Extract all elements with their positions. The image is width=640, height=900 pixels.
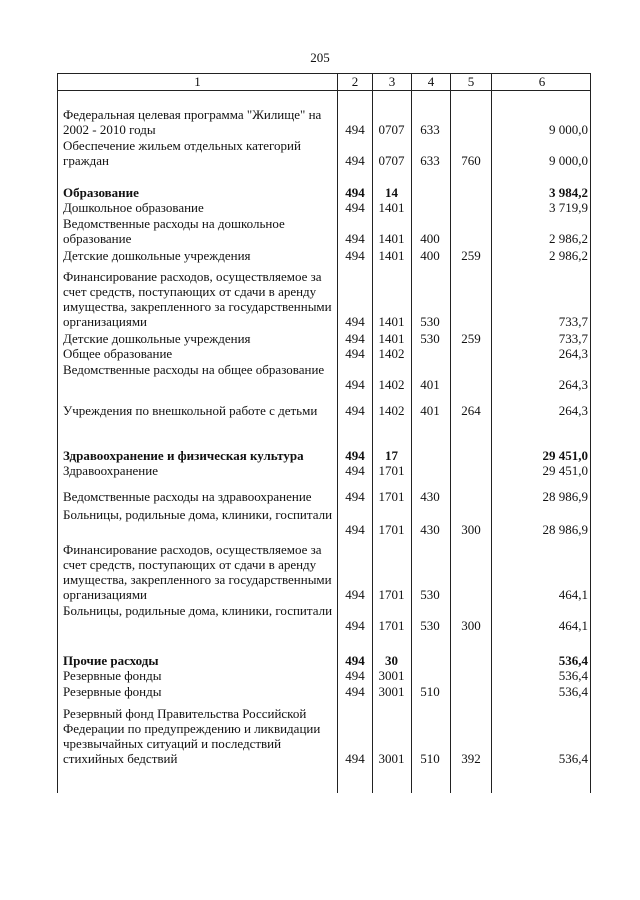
- table-row: [58, 185, 590, 200]
- column-header-6: 6: [538, 74, 546, 89]
- row-name: Резервные фонды: [63, 684, 162, 699]
- cell-col-6: 536,4: [558, 668, 588, 683]
- column-header-5: 5: [467, 74, 475, 89]
- cell-col-3: 1701: [378, 463, 405, 478]
- cell-col-3: 1401: [378, 314, 405, 329]
- column-header-3: 3: [388, 74, 396, 89]
- cell-col-3: 14: [385, 185, 398, 200]
- table-row: [58, 448, 590, 463]
- cell-col-2: 494: [345, 248, 365, 263]
- cell-col-4: 400: [420, 248, 440, 263]
- cell-col-6: 536,4: [558, 751, 588, 766]
- cell-col-2: 494: [345, 314, 365, 329]
- cell-col-6: 29 451,0: [542, 463, 588, 478]
- cell-col-3: 3001: [378, 668, 405, 683]
- cell-col-4: 401: [420, 403, 440, 418]
- cell-col-4: 401: [420, 377, 440, 392]
- cell-col-5: 300: [461, 522, 481, 537]
- column-header-1: 1: [194, 74, 201, 89]
- table-row: [58, 706, 590, 766]
- cell-col-4: 530: [420, 331, 440, 346]
- cell-col-3: 1402: [378, 403, 405, 418]
- cell-col-5: 259: [461, 248, 481, 263]
- cell-col-3: 1401: [378, 200, 405, 215]
- cell-col-3: 30: [385, 653, 398, 668]
- page-number: 205: [310, 50, 330, 65]
- cell-col-2: 494: [345, 331, 365, 346]
- row-name: Больницы, родильные дома, клиники, госпитали: [63, 603, 333, 618]
- cell-col-2: 494: [345, 231, 365, 246]
- cell-col-6: 3 719,9: [549, 200, 588, 215]
- cell-col-2: 494: [345, 668, 365, 683]
- cell-col-2: 494: [345, 618, 365, 633]
- cell-col-2: 494: [345, 684, 365, 699]
- cell-col-4: 530: [420, 314, 440, 329]
- cell-col-3: 1701: [378, 587, 405, 602]
- cell-col-2: 494: [345, 751, 365, 766]
- cell-col-6: 464,1: [558, 587, 588, 602]
- cell-col-3: 1701: [378, 522, 405, 537]
- table-row: [58, 269, 590, 329]
- table-row: [58, 542, 590, 602]
- cell-col-4: 510: [420, 684, 440, 699]
- cell-col-2: 494: [345, 587, 365, 602]
- cell-col-3: 1701: [378, 618, 405, 633]
- row-name: Финансирование расходов, осуществляемое за счет средств, поступающих от сдачи в аренду имущества, закрепленного за государственными организациями: [63, 269, 332, 329]
- table-row: [58, 216, 590, 246]
- row-name: Детские дошкольные учреждения: [63, 248, 251, 263]
- cell-col-2: 494: [345, 122, 365, 137]
- cell-col-2: 494: [345, 448, 365, 463]
- cell-col-2: 494: [345, 377, 365, 392]
- row-name: Детские дошкольные учреждения: [63, 331, 251, 346]
- cell-col-2: 494: [345, 489, 365, 504]
- cell-col-5: 300: [461, 618, 481, 633]
- cell-col-6: 2 986,2: [549, 248, 588, 263]
- row-name: Образование: [63, 185, 139, 200]
- cell-col-4: 633: [420, 153, 440, 168]
- table-row: [58, 107, 590, 137]
- budget-table: [57, 73, 591, 793]
- cell-col-3: 17: [385, 448, 398, 463]
- cell-col-6: 264,3: [558, 377, 588, 392]
- cell-col-2: 494: [345, 346, 365, 361]
- cell-col-2: 494: [345, 653, 365, 668]
- cell-col-4: 530: [420, 587, 440, 602]
- cell-col-6: 733,7: [558, 314, 588, 329]
- table-row: [58, 248, 590, 263]
- table-row: [58, 489, 590, 504]
- cell-col-3: 0707: [378, 122, 405, 137]
- row-name: Обеспечение жильем отдельных категорий граждан: [63, 138, 301, 168]
- cell-col-3: 3001: [378, 684, 405, 699]
- row-name: Больницы, родильные дома, клиники, госпитали: [63, 507, 333, 522]
- table-row: [58, 684, 590, 699]
- cell-col-2: 494: [345, 463, 365, 478]
- cell-col-6: 29 451,0: [542, 448, 588, 463]
- cell-col-4: 430: [420, 522, 440, 537]
- row-name: Резервные фонды: [63, 668, 162, 683]
- table-row: [58, 668, 590, 683]
- cell-col-4: 400: [420, 231, 440, 246]
- table-header: [58, 74, 590, 91]
- table-row: [58, 403, 590, 418]
- cell-col-6: 536,4: [558, 684, 588, 699]
- row-name: Федеральная целевая программа "Жилище" на 2002 - 2010 годы: [63, 107, 322, 137]
- cell-col-3: 1701: [378, 489, 405, 504]
- cell-col-3: 1402: [378, 377, 405, 392]
- table-row: [58, 138, 590, 168]
- cell-col-6: 9 000,0: [549, 122, 588, 137]
- row-name: Ведомственные расходы на общее образование: [63, 362, 325, 377]
- cell-col-2: 494: [345, 153, 365, 168]
- row-name: Общее образование: [63, 346, 173, 361]
- cell-col-5: 760: [461, 153, 481, 168]
- cell-col-2: 494: [345, 403, 365, 418]
- cell-col-2: 494: [345, 185, 365, 200]
- cell-col-3: 1401: [378, 248, 405, 263]
- table-row: [58, 346, 590, 361]
- row-name: Ведомственные расходы на дошкольное образование: [63, 216, 285, 246]
- cell-col-6: 28 986,9: [542, 522, 588, 537]
- cell-col-4: 633: [420, 122, 440, 137]
- cell-col-6: 28 986,9: [542, 489, 588, 504]
- cell-col-5: 392: [461, 751, 481, 766]
- table-row: [58, 653, 590, 668]
- row-name: Финансирование расходов, осуществляемое за счет средств, поступающих от сдачи в аренду имущества, закрепленного за государственными организациями: [63, 542, 332, 602]
- cell-col-6: 464,1: [558, 618, 588, 633]
- row-name: Резервный фонд Правительства Российской Федерации по предупреждению и ликвидации чрезвычайных ситуаций и последствий стихийных бедствий: [63, 706, 321, 766]
- table-row: [58, 603, 590, 633]
- cell-col-3: 0707: [378, 153, 405, 168]
- row-name: Здравоохранение: [63, 463, 158, 478]
- cell-col-3: 1401: [378, 231, 405, 246]
- row-name: Здравоохранение и физическая культура: [63, 448, 304, 463]
- cell-col-4: 430: [420, 489, 440, 504]
- cell-col-6: 9 000,0: [549, 153, 588, 168]
- table-row: [58, 507, 590, 537]
- cell-col-4: 530: [420, 618, 440, 633]
- row-name: Учреждения по внешкольной работе с детьми: [63, 403, 318, 418]
- row-name: Прочие расходы: [63, 653, 159, 668]
- row-name: Дошкольное образование: [63, 200, 204, 215]
- cell-col-2: 494: [345, 200, 365, 215]
- cell-col-5: 264: [461, 403, 481, 418]
- column-header-4: 4: [427, 74, 435, 89]
- cell-col-3: 1401: [378, 331, 405, 346]
- cell-col-6: 536,4: [558, 653, 588, 668]
- table-row: [58, 200, 590, 215]
- column-header-2: 2: [351, 74, 359, 89]
- table-row: [58, 362, 590, 392]
- cell-col-3: 3001: [378, 751, 405, 766]
- row-name: Ведомственные расходы на здравоохранение: [63, 489, 312, 504]
- cell-col-6: 264,3: [558, 346, 588, 361]
- cell-col-3: 1402: [378, 346, 405, 361]
- cell-col-6: 2 986,2: [549, 231, 588, 246]
- table-row: [58, 331, 590, 346]
- table-row: [58, 463, 590, 478]
- cell-col-4: 510: [420, 751, 440, 766]
- cell-col-6: 3 984,2: [549, 185, 588, 200]
- cell-col-2: 494: [345, 522, 365, 537]
- cell-col-6: 264,3: [558, 403, 588, 418]
- cell-col-6: 733,7: [558, 331, 588, 346]
- cell-col-5: 259: [461, 331, 481, 346]
